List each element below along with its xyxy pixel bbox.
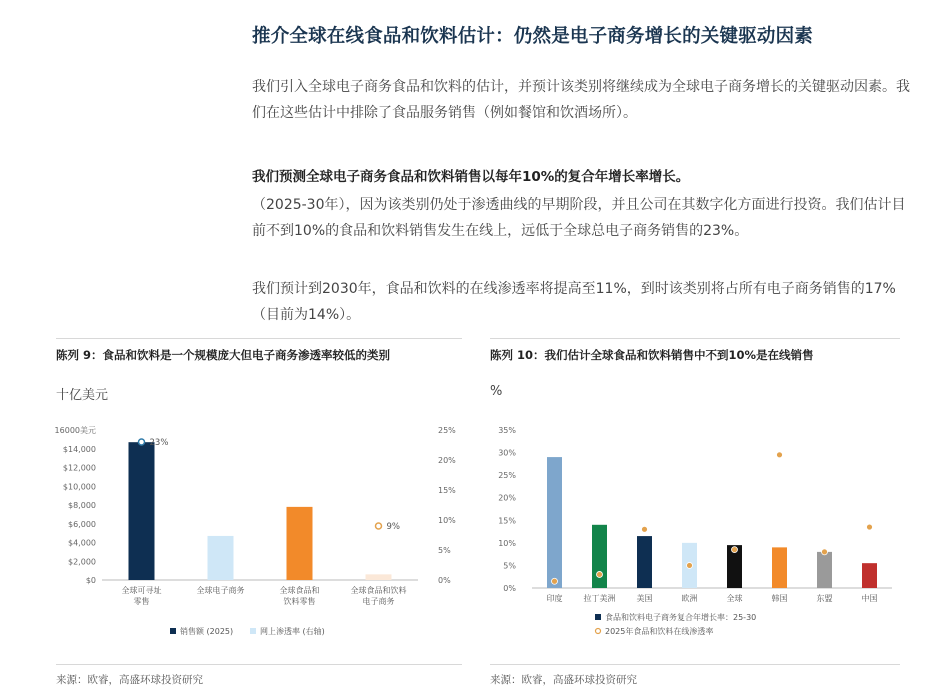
left-tick-label: $2,000 <box>68 557 96 567</box>
penetration-marker <box>822 549 828 555</box>
exhibit10-chart <box>480 418 910 648</box>
legend-swatch-sales <box>170 628 176 634</box>
category-label: 零售 <box>133 597 150 606</box>
category-label: 拉丁美洲 <box>583 594 616 603</box>
left-tick-label: $0 <box>85 576 96 585</box>
right-tick-label: 25% <box>438 426 456 435</box>
exhibit9-chart <box>40 418 470 648</box>
paragraph-forecast-bold: 我们预测全球电子商务食品和饮料销售以每年10%的复合年增长率增长。 <box>252 169 690 185</box>
paragraph-forecast <box>252 164 912 244</box>
left-tick-label: $14,000 <box>62 444 96 454</box>
penetration-marker <box>552 578 558 584</box>
paragraph-2030: 我们预计到2030年，食品和饮料的在线渗透率将提高至11%，到时该类别将占所有电子商务销售的17%（目前为14%）。 <box>252 281 896 323</box>
category-label: 全球食品和 <box>279 586 320 595</box>
category-label: 电子商务 <box>362 597 395 606</box>
bar <box>772 547 787 588</box>
bar <box>129 442 155 580</box>
penetration-marker <box>687 562 693 568</box>
category-label: 全球食品和饮料 <box>350 586 407 595</box>
left-tick-label: 16000美元 <box>54 426 96 435</box>
right-tick-label: 10% <box>438 516 456 525</box>
bar <box>637 536 652 588</box>
left-tick-label: $4,000 <box>68 538 96 548</box>
y-tick-label: 30% <box>498 448 516 458</box>
y-tick-label: 15% <box>498 516 516 526</box>
category-label: 饮料零售 <box>283 597 316 606</box>
legend-marker-penetration <box>596 629 601 634</box>
y-tick-label: 0% <box>503 584 516 593</box>
right-tick-label: 0% <box>438 576 451 585</box>
bar <box>817 552 832 588</box>
exhibit10-top-rule <box>490 338 900 339</box>
bar <box>592 525 607 588</box>
category-label: 东盟 <box>816 594 833 603</box>
bar <box>862 563 877 588</box>
category-label: 美国 <box>636 594 653 603</box>
category-label: 全球可寻址 <box>121 586 162 595</box>
category-label: 欧洲 <box>681 594 698 603</box>
category-label: 中国 <box>861 594 878 603</box>
bar <box>208 536 234 580</box>
legend-label-cagr: 食品和饮料电子商务复合年增长率：25-30 <box>605 613 757 622</box>
left-tick-label: $12,000 <box>62 463 96 473</box>
penetration-marker <box>732 547 738 553</box>
right-tick-label: 20% <box>438 456 456 465</box>
y-tick-label: 5% <box>503 561 516 571</box>
right-tick-label: 15% <box>438 486 456 495</box>
y-tick-label: 25% <box>498 471 516 481</box>
penetration-marker <box>376 523 382 529</box>
category-label: 印度 <box>546 594 563 603</box>
y-tick-label: 20% <box>498 493 516 503</box>
exhibit9-source: 来源：欧睿，高盛环球投资研究 <box>56 674 203 686</box>
page-title: 推介全球在线食品和饮料估计：仍然是电子商务增长的关键驱动因素 <box>252 26 814 47</box>
category-label: 全球电子商务 <box>196 586 245 595</box>
bar <box>547 457 562 588</box>
legend-label-sales: 销售额 (2025) <box>180 627 234 636</box>
exhibit9-title: 陈列 9：食品和饮料是一个规模庞大但电子商务渗透率较低的类别 <box>56 348 391 362</box>
left-tick-label: $6,000 <box>68 519 96 529</box>
left-tick-label: $10,000 <box>62 482 96 492</box>
exhibit9-unit: 十亿美元 <box>56 388 109 403</box>
bar <box>287 507 313 580</box>
penetration-marker <box>597 571 603 577</box>
exhibit9-bottom-rule <box>56 664 462 665</box>
penetration-label: 9% <box>386 522 400 532</box>
bar <box>366 574 392 580</box>
penetration-marker <box>777 452 783 458</box>
exhibit10-bottom-rule <box>490 664 900 665</box>
legend-swatch-cagr <box>595 614 601 620</box>
y-tick-label: 10% <box>498 538 516 548</box>
exhibit10-title: 陈列 10：我们估计全球食品和饮料销售中不到10%是在线销售 <box>490 348 814 362</box>
left-tick-label: $8,000 <box>68 501 96 510</box>
right-tick-label: 5% <box>438 546 451 555</box>
penetration-label: 23% <box>149 438 169 448</box>
penetration-marker <box>867 524 873 530</box>
legend-label-penetration: 网上渗透率 (右轴) <box>260 627 325 636</box>
paragraph-forecast-body: （2025-30年），因为该类别仍处于渗透曲线的早期阶段，并且公司在其数字化方面进行投资。我们估计目前不到10%的食品和饮料销售发生在线上，远低于全球总电子商务销售的23%。 <box>252 197 906 239</box>
paragraph-intro: 我们引入全球电子商务食品和饮料的估计，并预计该类别将继续成为全球电子商务增长的关键驱动因素。我们在这些估计中排除了食品服务销售（例如餐馆和饮酒场所）。 <box>252 79 910 121</box>
legend-label-penetration: 2025年食品和饮料在线渗透率 <box>605 627 714 636</box>
exhibit9-top-rule <box>56 338 462 339</box>
category-label: 全球 <box>726 594 743 603</box>
category-label: 韩国 <box>771 594 788 603</box>
exhibit10-unit: % <box>490 384 503 399</box>
exhibit10-source: 来源：欧睿，高盛环球投资研究 <box>490 674 637 686</box>
legend-swatch-penetration <box>250 628 256 634</box>
penetration-marker <box>642 526 648 532</box>
penetration-marker <box>139 439 145 445</box>
y-tick-label: 35% <box>498 426 516 435</box>
